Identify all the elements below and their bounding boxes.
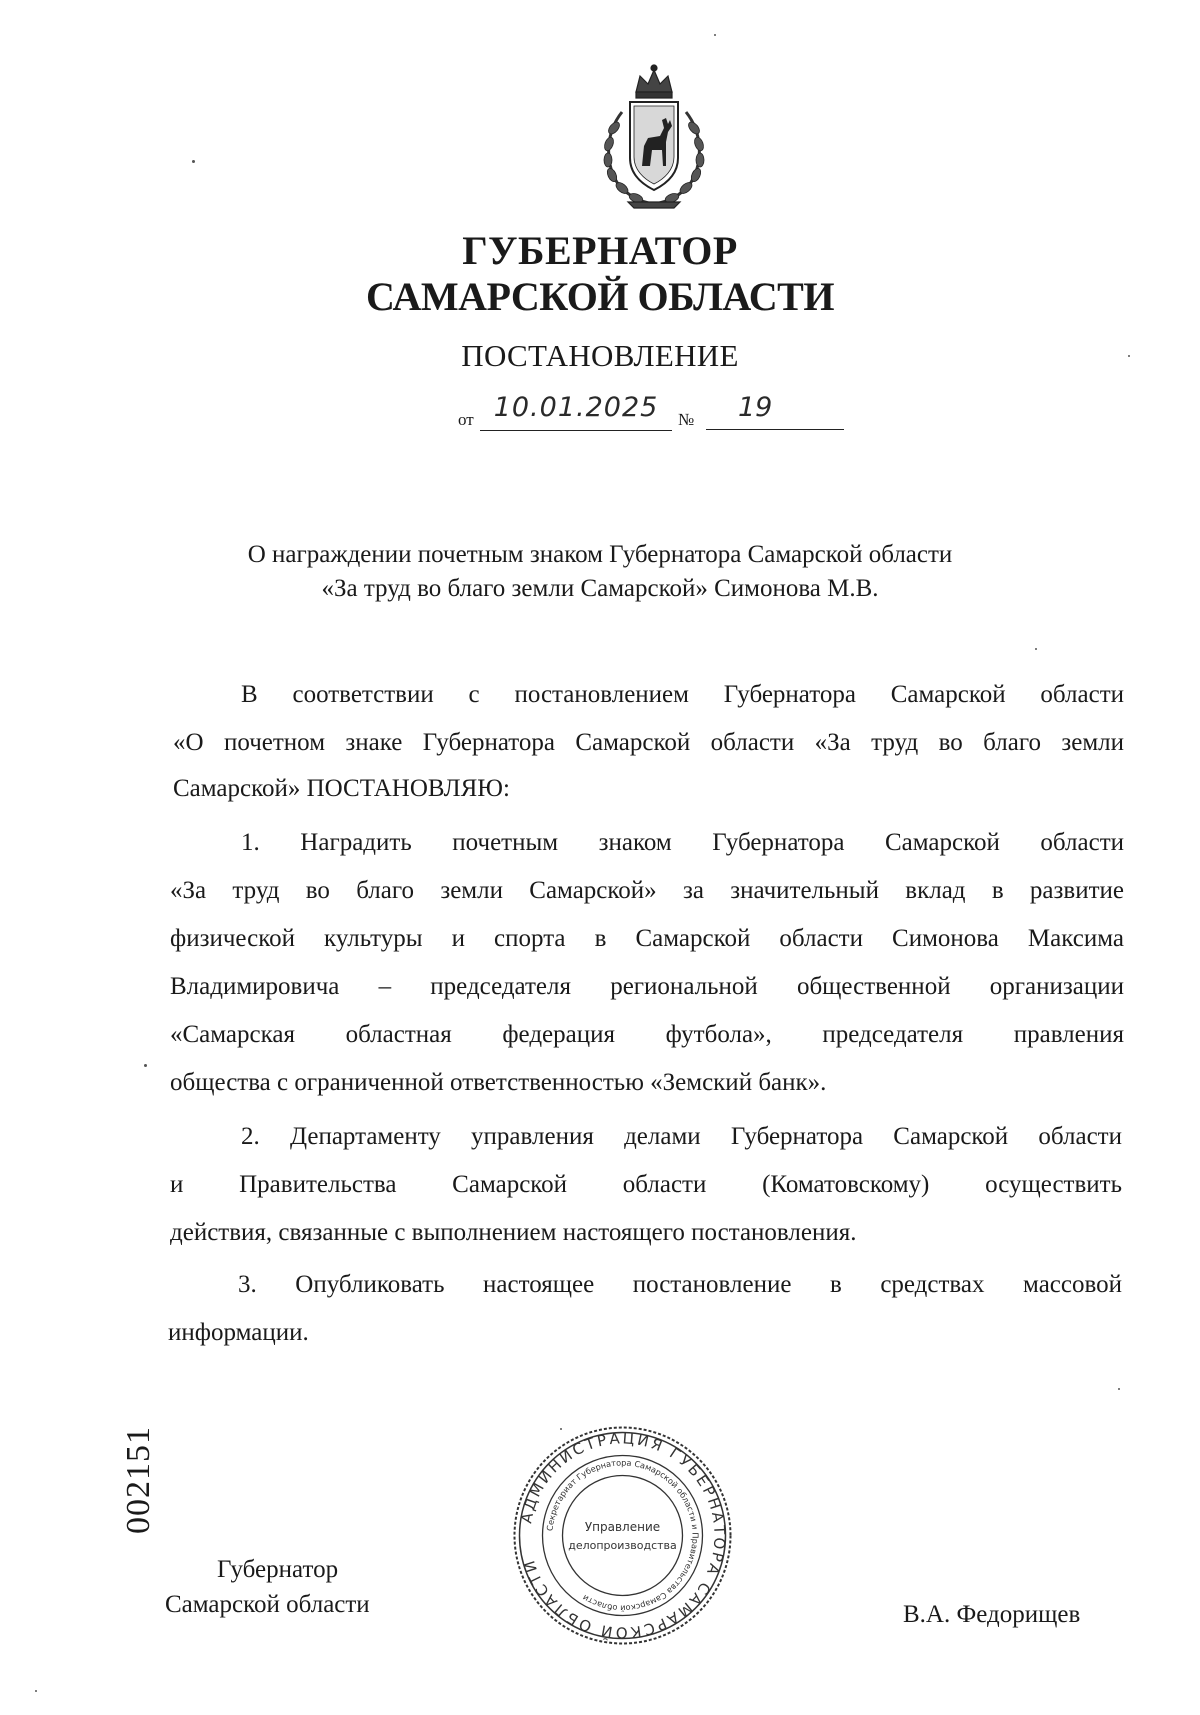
coat-of-arms-emblem [592,62,716,212]
preamble-line1: В соответствии с постановлением Губернатора Самарской области [241,681,1124,708]
item2-line2: и Правительства Самарской области (Коматовскому) осуществить [170,1171,1122,1198]
item2-line1: 2. Департаменту управления делами Губернатора Самарской области [241,1123,1122,1150]
item1-line1: 1. Наградить почетным знаком Губернатора Самарской области [241,829,1124,856]
scan-speck [35,1690,37,1692]
official-seal-stamp [510,1423,735,1648]
item1-line3: физической культуры и спорта в Самарской области Симонова Максима [170,925,1124,952]
issuer-title-line2: САМАРСКОЙ ОБЛАСТИ [366,274,834,319]
item3-line2: информации. [168,1319,309,1346]
item1-line4: Владимировича – председателя региональной общественной организации [170,973,1124,1000]
number-sign-label: № [678,410,695,429]
scan-speck [192,160,195,163]
subject-line2: «За труд во благо земли Самарской» Симонова М.В. [321,575,879,602]
handwritten-document-number: 19 [706,392,844,430]
scan-speck [714,34,716,36]
date-prefix-label: от [458,410,474,429]
document-type-heading: ПОСТАНОВЛЕНИЕ [461,338,739,373]
signatory-title-line1: Губернатор [217,1556,339,1583]
stamp-outer-ring-text: АДМИНИСТРАЦИЯ ГУБЕРНАТОРА САМАРСКОЙ ОБЛАСТИ [517,1429,729,1642]
handwritten-date: 10.01.2025 [480,392,672,431]
stamp-center-line1: Управление [584,1520,661,1534]
item1-line5: «Самарская областная федерация футбола», председателя правления [170,1021,1124,1048]
item2-line3: действия, связанные с выполнением настоящего постановления. [170,1219,857,1246]
signatory-title-line2: Самарской области [165,1591,370,1618]
scan-speck [1118,1388,1120,1390]
scan-speck [1128,355,1130,357]
archive-number: 002151 [120,1426,157,1534]
scan-speck [560,1428,562,1430]
svg-text:Секретариат Губернатора Самарс [545,1457,701,1613]
item1-line2: «За труд во благо земли Самарской» за значительный вклад в развитие [170,877,1124,904]
issuer-title-line1: ГУБЕРНАТОР [462,228,738,273]
signatory-name: В.А. Федорищев [903,1601,1081,1628]
stamp-inner-ring-text: Секретариат Губернатора Самарской области и Правительства Самарской области [544,1457,701,1614]
subject-line1: О награждении почетным знаком Губернатора Самарской области [247,541,953,568]
date-number-line [458,392,858,432]
preamble-line2: «О почетном знаке Губернатора Самарской области «За труд во благо земли [173,729,1124,756]
item1-line6: общества с ограниченной ответственностью «Земский банк». [170,1069,827,1096]
scan-speck [144,1064,147,1067]
stamp-center-line2: делопроизводства [568,1539,677,1552]
preamble-line3: Самарской» ПОСТАНОВЛЯЮ: [173,775,510,802]
scan-speck [1035,648,1037,650]
item3-line1: 3. Опубликовать настоящее постановление в средствах массовой [238,1271,1122,1298]
